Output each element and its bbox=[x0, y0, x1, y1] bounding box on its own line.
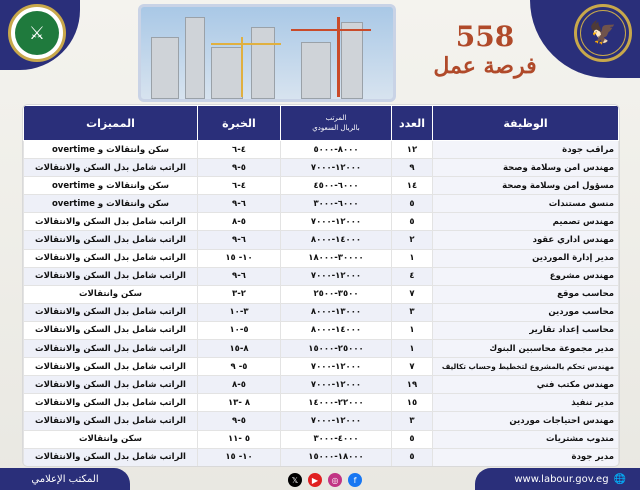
cell-count: ١٢ bbox=[392, 141, 433, 159]
cell-salary: ١٨٠٠٠-١٥٠٠٠ bbox=[281, 448, 392, 466]
cell-benefits: الراتب شامل بدل السكن والانتقالات bbox=[24, 412, 198, 430]
cell-experience: ٦-٩ bbox=[198, 195, 281, 213]
table-row bbox=[24, 213, 619, 231]
cell-experience: ٣-١٠ bbox=[198, 303, 281, 321]
cell-job: مهندس امن وسلامة وصحة bbox=[433, 159, 619, 177]
cell-job: مهندس مشروع bbox=[433, 267, 619, 285]
cell-experience: ٤-٦ bbox=[198, 177, 281, 195]
cell-experience: ٥-٨ bbox=[198, 376, 281, 394]
cell-experience: ١٠- ١٥ bbox=[198, 448, 281, 466]
jobs-table bbox=[23, 105, 619, 467]
cell-count: ٢ bbox=[392, 231, 433, 249]
social-links bbox=[288, 473, 362, 487]
table-row bbox=[24, 195, 619, 213]
cell-benefits: سكن وانتقالات و overtime bbox=[24, 195, 198, 213]
cell-experience: ٥-١٠ bbox=[198, 321, 281, 339]
cell-salary: ١٤٠٠٠-٨٠٠٠ bbox=[281, 231, 392, 249]
cell-count: ٥ bbox=[392, 448, 433, 466]
cell-count: ٤ bbox=[392, 267, 433, 285]
table-row bbox=[24, 340, 619, 358]
cell-salary: ١٢٠٠٠-٧٠٠٠ bbox=[281, 412, 392, 430]
cell-salary: ٨٠٠٠-٥٠٠٠ bbox=[281, 141, 392, 159]
cell-benefits: الراتب شامل بدل السكن والانتقالات bbox=[24, 394, 198, 412]
cell-count: ١ bbox=[392, 321, 433, 339]
cell-job: منسق مستندات bbox=[433, 195, 619, 213]
cell-job: مهندس تصميم bbox=[433, 213, 619, 231]
table-row bbox=[24, 285, 619, 303]
header-job: الوظيفة bbox=[433, 106, 619, 141]
cell-job: مدير تنفيذ bbox=[433, 394, 619, 412]
cell-salary: ٦٠٠٠-٣٠٠٠ bbox=[281, 195, 392, 213]
cell-job: مندوب مشتريات bbox=[433, 430, 619, 448]
cell-benefits: الراتب شامل بدل السكن والانتقالات bbox=[24, 376, 198, 394]
saudi-flag-icon: ⚔ bbox=[8, 4, 66, 62]
cell-salary: ١٣٠٠٠-٨٠٠٠ bbox=[281, 303, 392, 321]
table-row bbox=[24, 376, 619, 394]
table-row bbox=[24, 303, 619, 321]
table-row bbox=[24, 267, 619, 285]
cell-count: ١٥ bbox=[392, 394, 433, 412]
table-row bbox=[24, 249, 619, 267]
cell-count: ١ bbox=[392, 340, 433, 358]
cell-job: مهندس مكتب فني bbox=[433, 376, 619, 394]
header-count: العدد bbox=[392, 106, 433, 141]
cell-job: مهندس اداري عقود bbox=[433, 231, 619, 249]
cell-experience: ٥- ٩ bbox=[198, 358, 281, 376]
table-row bbox=[24, 412, 619, 430]
cell-count: ٥ bbox=[392, 195, 433, 213]
globe-icon: 🌐 bbox=[613, 473, 626, 485]
cell-job: مدير جودة bbox=[433, 448, 619, 466]
cell-experience: ٥ -١١ bbox=[198, 430, 281, 448]
cell-count: ٣ bbox=[392, 303, 433, 321]
ministry-emblem-icon: 🦅 bbox=[574, 4, 632, 62]
cell-experience: ٥-٨ bbox=[198, 213, 281, 231]
cell-salary: ١٢٠٠٠-٧٠٠٠ bbox=[281, 358, 392, 376]
headline bbox=[430, 22, 540, 80]
website-link[interactable]: www.labour.gov.eg bbox=[514, 473, 609, 485]
cell-experience: ٢-٣ bbox=[198, 285, 281, 303]
cell-job: مراقب جودة bbox=[433, 141, 619, 159]
header-benefits: المميزات bbox=[24, 106, 198, 141]
cell-count: ٣ bbox=[392, 412, 433, 430]
table-row bbox=[24, 358, 619, 376]
construction-photo bbox=[138, 4, 396, 102]
table-row bbox=[24, 159, 619, 177]
x-icon[interactable]: 𝕏 bbox=[288, 473, 302, 487]
table-row bbox=[24, 231, 619, 249]
cell-experience: ٨-١٥ bbox=[198, 340, 281, 358]
cell-benefits: سكن وانتقالات و overtime bbox=[24, 177, 198, 195]
cell-benefits: سكن وانتقالات bbox=[24, 285, 198, 303]
cell-job: محاسب إعداد تقارير bbox=[433, 321, 619, 339]
cell-salary: ١٤٠٠٠-٨٠٠٠ bbox=[281, 321, 392, 339]
cell-benefits: الراتب شامل بدل السكن والانتقالات bbox=[24, 159, 198, 177]
cell-benefits: الراتب شامل بدل السكن والانتقالات bbox=[24, 340, 198, 358]
header-salary-unit: بالريال السعودي bbox=[312, 124, 360, 132]
youtube-icon[interactable]: ▶ bbox=[308, 473, 322, 487]
cell-benefits: الراتب شامل بدل السكن والانتقالات bbox=[24, 303, 198, 321]
cell-benefits: الراتب شامل بدل السكن والانتقالات bbox=[24, 321, 198, 339]
cell-benefits: الراتب شامل بدل السكن والانتقالات bbox=[24, 358, 198, 376]
cell-benefits: الراتب شامل بدل السكن والانتقالات bbox=[24, 448, 198, 466]
table-row bbox=[24, 394, 619, 412]
table-row bbox=[24, 321, 619, 339]
cell-count: ١ bbox=[392, 249, 433, 267]
instagram-icon[interactable]: ◎ bbox=[328, 473, 342, 487]
vacancy-label: فرصة عمل bbox=[433, 53, 537, 79]
cell-salary: ١٢٠٠٠-٧٠٠٠ bbox=[281, 213, 392, 231]
table-header-row bbox=[24, 106, 619, 141]
cell-salary: ٢٢٠٠٠-١٤٠٠٠ bbox=[281, 394, 392, 412]
cell-salary: ١٢٠٠٠-٧٠٠٠ bbox=[281, 376, 392, 394]
table-row bbox=[24, 141, 619, 159]
table-row bbox=[24, 177, 619, 195]
cell-job: مسؤول امن وسلامة وصحة bbox=[433, 177, 619, 195]
cell-benefits: الراتب شامل بدل السكن والانتقالات bbox=[24, 231, 198, 249]
cell-benefits: الراتب شامل بدل السكن والانتقالات bbox=[24, 267, 198, 285]
table-body bbox=[24, 141, 619, 467]
cell-count: ٥ bbox=[392, 213, 433, 231]
cell-experience: ٥-٩ bbox=[198, 412, 281, 430]
cell-experience: ١٠- ١٥ bbox=[198, 249, 281, 267]
cell-job: محاسب موقع bbox=[433, 285, 619, 303]
cell-count: ٧ bbox=[392, 358, 433, 376]
header-salary-label: المرتب bbox=[325, 114, 347, 122]
cell-salary: ٢٥٠٠٠-١٥٠٠٠ bbox=[281, 340, 392, 358]
cell-salary: ١٢٠٠٠-٧٠٠٠ bbox=[281, 267, 392, 285]
cell-salary: ٣٥٠٠-٢٥٠٠ bbox=[281, 285, 392, 303]
cell-benefits: الراتب شامل بدل السكن والانتقالات bbox=[24, 249, 198, 267]
cell-job: محاسب موردين bbox=[433, 303, 619, 321]
cell-job: مدير إدارة الموردين bbox=[433, 249, 619, 267]
cell-salary: ٤٠٠٠-٣٠٠٠ bbox=[281, 430, 392, 448]
table-row bbox=[24, 448, 619, 466]
cell-salary: ٣٠٠٠٠-١٨٠٠٠ bbox=[281, 249, 392, 267]
website-bar bbox=[475, 468, 640, 490]
header-experience: الخبرة bbox=[198, 106, 281, 141]
cell-job: مدير مجموعة محاسبين البنوك bbox=[433, 340, 619, 358]
cell-count: ٧ bbox=[392, 285, 433, 303]
cell-salary: ١٢٠٠٠-٧٠٠٠ bbox=[281, 159, 392, 177]
cell-benefits: سكن وانتقالات bbox=[24, 430, 198, 448]
cell-job: مهندس تحكم بالمشروع لتخطيط وحساب تكاليف bbox=[433, 358, 619, 376]
cell-job: مهندس احتياجات موردين bbox=[433, 412, 619, 430]
cell-experience: ٦-٩ bbox=[198, 267, 281, 285]
vacancy-count: 558 bbox=[455, 20, 515, 53]
cell-experience: ٨ -١٣ bbox=[198, 394, 281, 412]
jobs-table-container bbox=[22, 104, 620, 467]
cell-count: ١٤ bbox=[392, 177, 433, 195]
facebook-icon[interactable]: f bbox=[348, 473, 362, 487]
table-row bbox=[24, 430, 619, 448]
cell-count: ٩ bbox=[392, 159, 433, 177]
cell-benefits: سكن وانتقالات و overtime bbox=[24, 141, 198, 159]
cell-benefits: الراتب شامل بدل السكن والانتقالات bbox=[24, 213, 198, 231]
cell-count: ٥ bbox=[392, 430, 433, 448]
header-salary bbox=[281, 106, 392, 141]
cell-experience: ٤-٦ bbox=[198, 141, 281, 159]
media-office-label: المكتب الإعلامي bbox=[0, 468, 130, 490]
cell-count: ١٩ bbox=[392, 376, 433, 394]
cell-salary: ٦٠٠٠-٤٥٠٠ bbox=[281, 177, 392, 195]
footer bbox=[0, 468, 640, 490]
cell-experience: ٦-٩ bbox=[198, 231, 281, 249]
cell-experience: ٥-٩ bbox=[198, 159, 281, 177]
